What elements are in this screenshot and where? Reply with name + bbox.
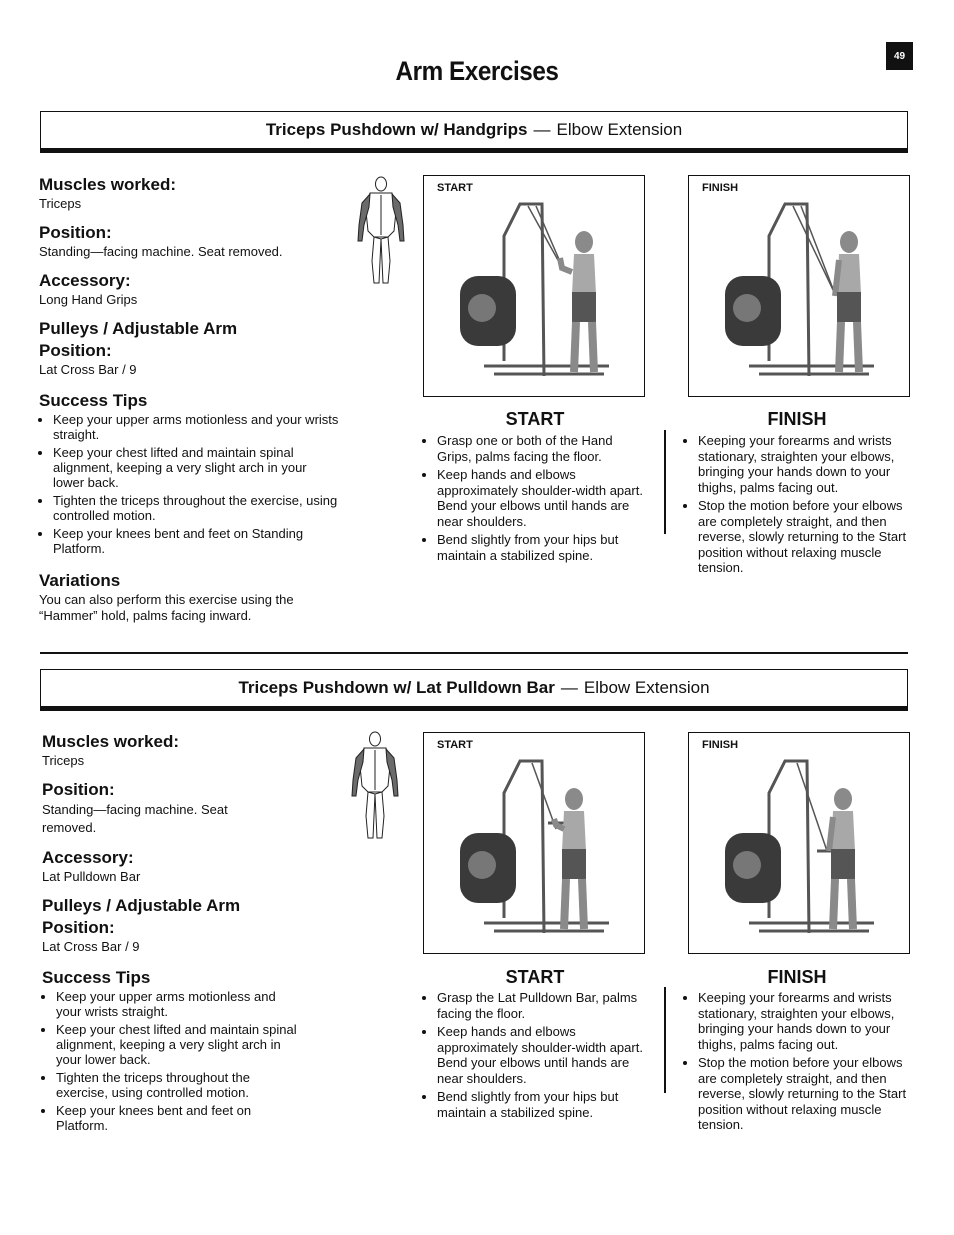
finish-photo: [688, 732, 910, 954]
pulleys-heading-2: Position:: [42, 918, 115, 937]
start-photo: [423, 175, 645, 397]
exercise-banner: [40, 111, 908, 153]
exercise-name: Triceps Pushdown w/ Handgrips: [265, 120, 528, 139]
list-item: • Keep your upper arms motionless and your wrists straight.: [53, 412, 339, 442]
position-value: Standing—facing machine. Seat removed.: [42, 802, 228, 835]
finish-photo-label: FINISH: [702, 182, 739, 194]
muscle-diagram-icon: [346, 730, 404, 842]
list-item: • Keep your knees bent and feet on Standing Platform.: [53, 526, 339, 556]
exercise-name: Triceps Pushdown w/ Lat Pulldown Bar: [238, 678, 555, 697]
tips-heading: Success Tips: [42, 968, 151, 987]
page-number: 49: [886, 42, 913, 70]
tips-list: [39, 412, 339, 556]
page-title: Arm Exercises: [395, 56, 559, 86]
exercise-movement: Elbow Extension: [556, 120, 683, 139]
section-divider: [40, 652, 908, 654]
pulleys-heading: Pulleys / Adjustable Arm: [39, 319, 238, 338]
tips-heading: Success Tips: [39, 391, 148, 410]
finish-heading: FINISH: [767, 967, 827, 987]
exercise-banner: [40, 669, 908, 711]
start-heading: START: [505, 409, 565, 429]
list-item: • Keeping your forearms and wrists stationary, straighten your elbows, bringing your hands down to your thighs, palms facing out.: [698, 990, 908, 1052]
finish-machine-illustration: [689, 176, 909, 396]
finish-steps-list: [684, 433, 908, 579]
exercise-details: [42, 731, 302, 1147]
list-item: • Bend slightly from your hips but maintain a stabilized spine.: [437, 1089, 647, 1120]
column-divider: [664, 430, 666, 534]
list-item: • Keep hands and elbows approximately shoulder-width apart. Bend your elbows until hands are near shoulders.: [437, 467, 647, 529]
list-item: • Grasp the Lat Pulldown Bar, palms facing the floor.: [437, 990, 647, 1021]
list-item: • Keep your chest lifted and maintain spinal alignment, keeping a very slight arch in your lower back.: [53, 445, 339, 490]
start-machine-illustration: [424, 733, 644, 953]
column-divider: [664, 987, 666, 1093]
start-photo: [423, 732, 645, 954]
list-item: • Keep your knees bent and feet on Platform.: [56, 1103, 302, 1133]
list-item: • Keep hands and elbows approximately shoulder-width apart. Bend your elbows until hands are near shoulders.: [437, 1024, 647, 1086]
start-photo-label: START: [437, 182, 473, 194]
list-item: • Bend slightly from your hips but maintain a stabilized spine.: [437, 532, 647, 563]
pulleys-value: Lat Cross Bar / 9: [42, 939, 140, 954]
variations-value: You can also perform this exercise using the “Hammer” hold, palms facing inward.: [39, 592, 294, 623]
list-item: • Stop the motion before your elbows are completely straight, and then reverse, slowly returning to the Start position without relaxing muscle tension.: [698, 1055, 908, 1133]
finish-machine-illustration: [689, 733, 909, 953]
start-heading: START: [505, 967, 565, 987]
start-steps-list: [423, 990, 647, 1123]
list-item: • Tighten the triceps throughout the exercise, using controlled motion.: [56, 1070, 302, 1100]
tips-list: [42, 989, 302, 1133]
muscles-value: Triceps: [42, 753, 85, 768]
finish-photo-label: FINISH: [702, 739, 739, 751]
accessory-heading: Accessory:: [42, 848, 134, 867]
muscles-heading: Muscles worked:: [42, 732, 179, 751]
finish-steps-list: [684, 990, 908, 1136]
accessory-heading: Accessory:: [39, 271, 131, 290]
list-item: • Keep your chest lifted and maintain spinal alignment, keeping a very slight arch in your lower back.: [56, 1022, 302, 1067]
position-value: Standing—facing machine. Seat removed.: [39, 244, 283, 259]
muscles-value: Triceps: [39, 196, 82, 211]
exercise-details: [39, 174, 339, 634]
position-heading: Position:: [42, 780, 115, 799]
list-item: • Tighten the triceps throughout the exercise, using controlled motion.: [53, 493, 339, 523]
pulleys-heading: Pulleys / Adjustable Arm: [42, 896, 241, 915]
position-heading: Position:: [39, 223, 112, 242]
finish-heading: FINISH: [767, 409, 827, 429]
muscles-heading: Muscles worked:: [39, 175, 176, 194]
list-item: • Grasp one or both of the Hand Grips, palms facing the floor.: [437, 433, 647, 464]
pulleys-value: Lat Cross Bar / 9: [39, 362, 137, 377]
start-machine-illustration: [424, 176, 644, 396]
banner-separator: —: [533, 120, 551, 139]
list-item: • Keeping your forearms and wrists stationary, straighten your elbows, bringing your hands down to your thighs, palms facing out.: [698, 433, 908, 495]
variations-heading: Variations: [39, 571, 121, 590]
pulleys-heading-2: Position:: [39, 341, 112, 360]
muscle-diagram-icon: [352, 175, 410, 287]
accessory-value: Long Hand Grips: [39, 292, 138, 307]
exercise-movement: Elbow Extension: [583, 678, 710, 697]
list-item: • Keep your upper arms motionless and your wrists straight.: [56, 989, 302, 1019]
finish-photo: [688, 175, 910, 397]
list-item: • Stop the motion before your elbows are completely straight, and then reverse, slowly returning to the Start position without relaxing muscle tension.: [698, 498, 908, 576]
banner-separator: —: [560, 678, 578, 697]
accessory-value: Lat Pulldown Bar: [42, 869, 141, 884]
start-steps-list: [423, 433, 647, 566]
start-photo-label: START: [437, 739, 473, 751]
